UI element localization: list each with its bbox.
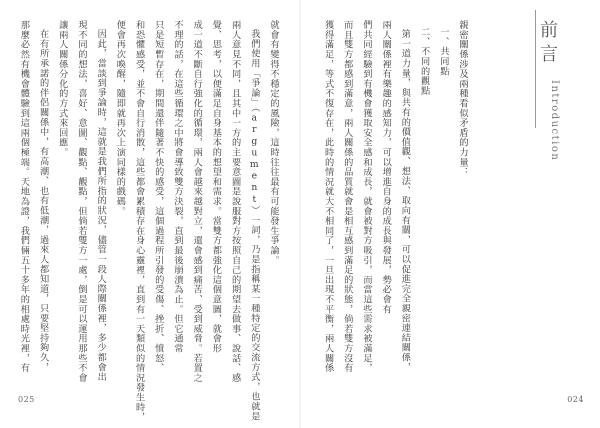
paragraph: 因此，當談到爭論時，這就是我們所指的狀況，儘管一段人際關係裡，多少都會出: [95, 29, 107, 382]
paragraph: 第一道力量，與共有的價值觀、想法、取向有關，可以促進完全親密連結關係，: [399, 29, 411, 373]
page-number-right: 024: [567, 395, 584, 404]
paragraph: 兩人關係裡有樂趣的感知力，可以增進自身的成長與發展，勢必會有: [380, 20, 392, 314]
paragraph: 們共同經驗到有機會獲取安全感和成長，就會被對方吸引，而當這些需求被滿足，: [360, 20, 372, 373]
list-item: 二、不同的觀點: [418, 27, 430, 96]
paragraph: 現不同的想法，喜好、意圖、觀點、觀點，但倘若雙方一處，倒是可以運用那些不會: [75, 20, 87, 383]
chapter-title: [534, 20, 560, 161]
paragraph: 親密關係涉及兩種看似矛盾的力量：: [457, 20, 468, 177]
paragraph: 讓兩人關係分化的方式來回應。: [56, 20, 68, 158]
list-item: 一、共同點: [437, 27, 449, 77]
paragraph: 就會有變得不穩定的風險，這時往往最有可能發生爭論。: [268, 20, 279, 265]
right-page-text: [318, 20, 472, 373]
paragraph: 那麼必然有機會體驗到這兩個極端。天地為證，我們倆五十多年的相處時光裡，有: [18, 20, 30, 373]
paragraph: 兩人意見不同，且其中一方的主要意圖是說服對方按照自己的期望去做事、說話、感: [229, 20, 241, 383]
right-page: [301, 0, 600, 428]
paragraph: 不理的話，在這些循環之中將會導致雙方決裂，直到最後崩潰為止。但它通常: [171, 20, 183, 354]
paragraph: 覺、思考，以便滿足自身基本的想望和需求。當雙方都強化這個意圖，就會形: [210, 20, 222, 354]
paragraph: 成一道不斷自行強化的循環，兩人會越來越對立，還會感到痛苦、受到威脅。若置之: [191, 20, 203, 383]
chapter-title-en: Introduction: [549, 80, 560, 162]
left-page: [0, 0, 299, 428]
paragraph: 便會再次喚醒，隨即就再次上演同樣的戲碼。: [114, 20, 126, 216]
chapter-title-zh: 前言: [537, 20, 558, 68]
paragraph: 和恐懼感受，並不會自行消散，這些都會累積存在身心靈裡，直到有一天類似的情況發生時，: [133, 20, 145, 422]
paragraph: 在有所承諾的伴侶關係中，有高潮、也有低潮，過來人都知道，只要堅持夠久，: [37, 29, 49, 373]
paragraph: 獲得滿足，等式不復存在，此時的情況就大不相同了，一旦出現不平衡，兩人關係: [322, 20, 334, 373]
paragraph: 我們使用「爭論」（argument）一詞，乃是指稱某一種特定的交流方式，也就是: [248, 29, 260, 422]
page-number-left: 025: [18, 395, 35, 404]
paragraph: 只是短暫存在，期間還伴隨著不快的感受，這個過程所引發的受傷、挫折、憤怒、: [152, 20, 164, 373]
paragraph: 而且雙方都感到滿意，兩人關係的品質就會是相互感到滿足的狀態，倘若雙方沒有: [341, 20, 353, 373]
